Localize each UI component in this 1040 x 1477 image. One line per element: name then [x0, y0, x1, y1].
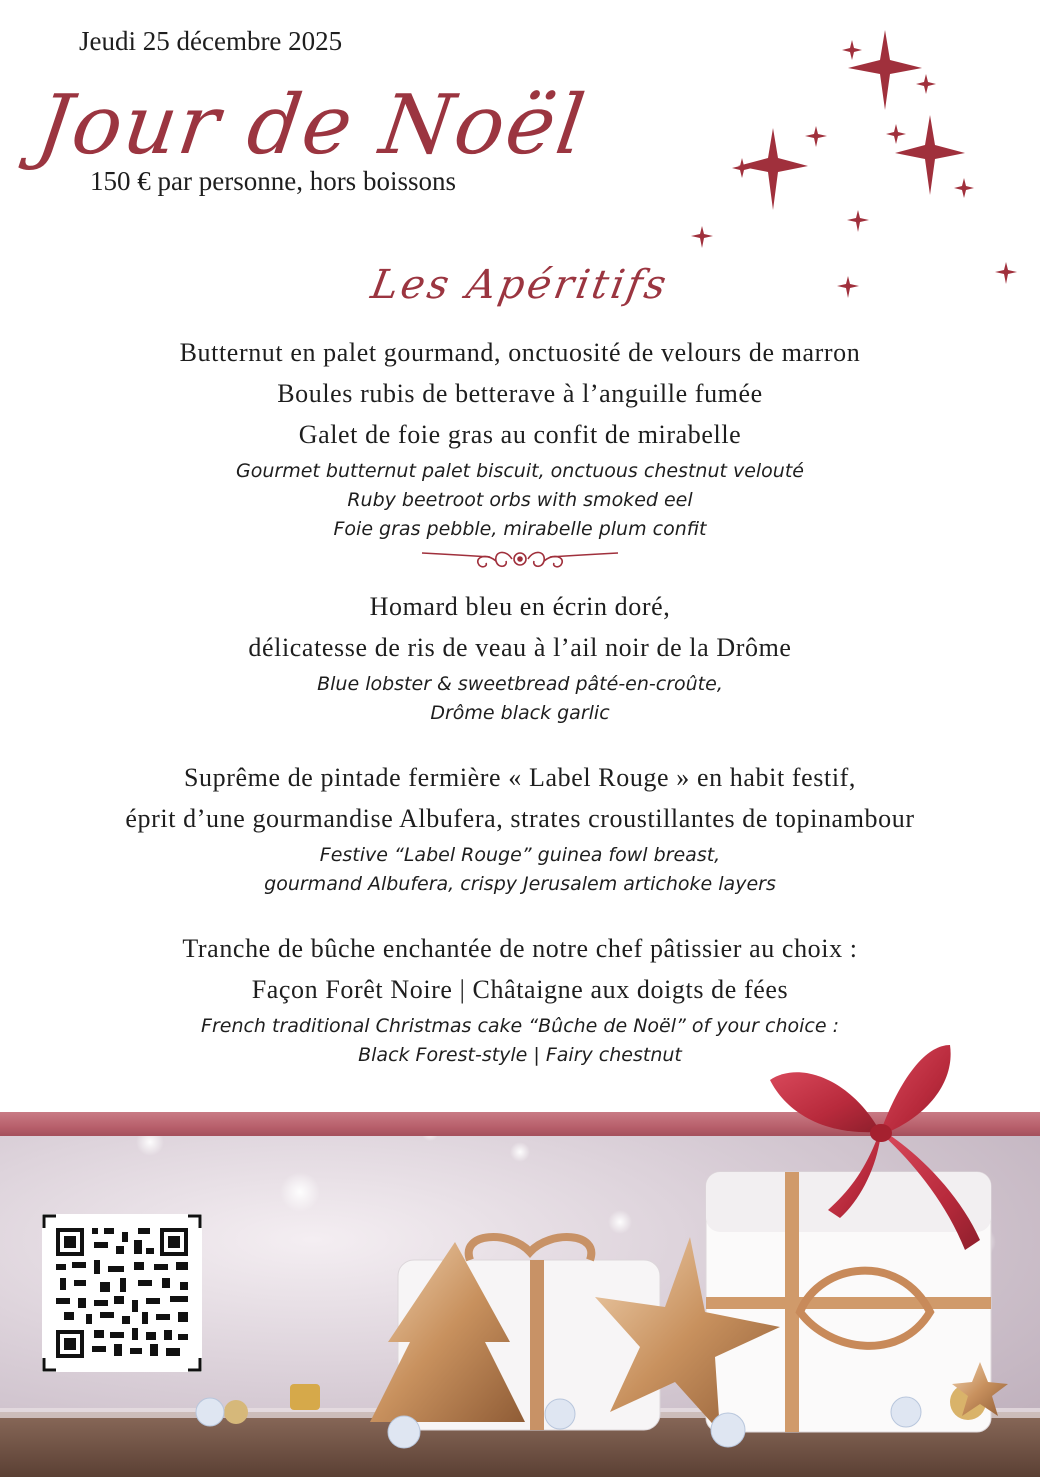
dish-en-line: Black Forest-style | Fairy chestnut [358, 1044, 682, 1066]
menu-price: 150 € par personne, hors boissons [90, 166, 456, 196]
ornament-divider-icon [420, 545, 620, 575]
dish-en-line: Festive “Label Rouge” guinea fowl breast, [319, 844, 721, 866]
dish-en-line: Ruby beetroot orbs with smoked eel [347, 489, 693, 511]
sparkle-star-icon [954, 178, 974, 198]
dish-en-line: Foie gras pebble, mirabelle plum confit [333, 518, 707, 540]
main-block [0, 757, 1040, 899]
dish-fr-line: Homard bleu en écrin doré, [369, 592, 671, 621]
sparkle-star-icon [738, 128, 808, 210]
dish-fr-line: Butternut en palet gourmand, onctuosité de velours de marron [179, 338, 861, 367]
sparkle-star-icon [916, 74, 936, 94]
dish-fr-line: Suprême de pintade fermière « Label Rouge » en habit festif, [183, 763, 857, 792]
dish-fr-line: Tranche de bûche enchantée de notre chef pâtissier au choix : [182, 934, 858, 963]
sparkle-star-icon [847, 210, 869, 232]
dish-en-line: gourmand Albufera, crispy Jerusalem artichoke layers [264, 873, 776, 895]
starter-block [0, 586, 1040, 728]
sparkle-star-icon [842, 40, 862, 60]
qr-code-icon[interactable] [42, 1214, 202, 1372]
dish-en-line: Blue lobster & sweetbread pâté-en-croûte, [317, 673, 723, 695]
dish-en-line: French traditional Christmas cake “Bûche de Noël” of your choice : [201, 1015, 839, 1037]
sparkle-star-icon [895, 115, 965, 195]
menu-date: Jeudi 25 décembre 2025 [79, 26, 343, 56]
dish-en-line: Gourmet butternut palet biscuit, onctuous chestnut velouté [236, 460, 804, 482]
dish-en-line: Drôme black garlic [430, 702, 610, 724]
dish-fr-line: délicatesse de ris de veau à l’ail noir de la Drôme [248, 633, 792, 662]
qr-code-graphic [42, 1214, 202, 1372]
sparkle-star-icon [691, 226, 713, 248]
sparkle-star-icon [805, 126, 827, 147]
dish-fr-line: éprit d’une gourmandise Albufera, strates croustillantes de topinambour [125, 804, 915, 833]
sparkle-star-icon [848, 30, 922, 110]
dish-fr-line: Façon Forêt Noire | Châtaigne aux doigts de fées [251, 975, 789, 1004]
ribbon-bow-icon [760, 1040, 990, 1255]
sparkle-star-icon [732, 158, 752, 178]
section-title-aperitifs: Les Apéritifs [367, 262, 673, 308]
aperitifs-block [0, 332, 1040, 544]
menu-title: Jour de Noël [31, 78, 592, 173]
dish-fr-line: Boules rubis de betterave à l’anguille fumée [277, 379, 763, 408]
dish-fr-line: Galet de foie gras au confit de mirabelle [298, 420, 742, 449]
sparkle-star-icon [886, 124, 906, 144]
